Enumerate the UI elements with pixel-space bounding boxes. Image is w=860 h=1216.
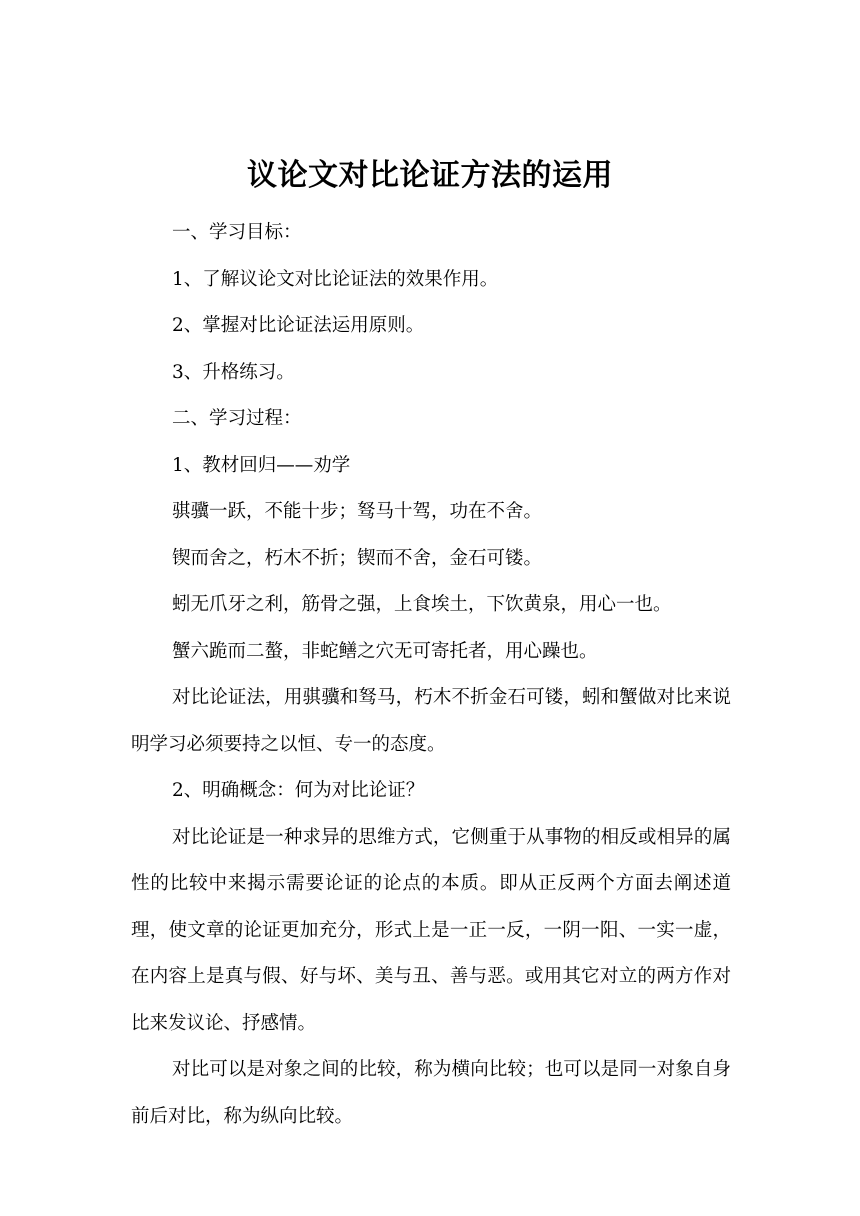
document-title: 议论文对比论证方法的运用	[247, 158, 613, 194]
paragraph-analysis: 对比论证法，用骐骥和驽马，朽木不折金石可镂，蚓和蟹做对比来说明学习必须要持之以恒、专一的态度。	[131, 687, 731, 755]
paragraph-comparison-types: 对比可以是对象之间的比较，称为横向比较；也可以是同一对象自身前后对比，称为纵向比较。	[131, 1059, 731, 1127]
paragraph-quote-4: 蟹六跪而二螯，非蛇鳝之穴无可寄托者，用心躁也。	[172, 640, 598, 662]
paragraph-process-2: 2、明确概念：何为对比论证？	[172, 780, 425, 801]
paragraph-heading-process: 二、学习过程：	[172, 408, 302, 429]
paragraph-quote-3: 蚓无爪牙之利，筋骨之强，上食埃土，下饮黄泉，用心一也。	[172, 594, 672, 615]
paragraph-goal-2: 2、掌握对比论证法运用原则。	[172, 315, 425, 336]
paragraph-definition: 对比论证是一种求异的思维方式，它侧重于从事物的相反或相异的属性的比较中来揭示需要论证的论点的本质。即从正反两个方面去阐述道理，使文章的论证更加充分，形式上是一正一反，一阴一阳、一实一虚，在内容上是真与假、好与坏、美与丑、善与恶。或用其它对立的两方作对比来发议论、抒感情。	[131, 826, 731, 1034]
document-body	[131, 210, 731, 1140]
paragraph-goal-1: 1、了解议论文对比论证法的效果作用。	[172, 268, 499, 290]
paragraph-quote-2: 锲而舍之，朽木不折；锲而不舍，金石可镂。	[172, 547, 543, 569]
paragraph-goal-3: 3、升格练习。	[172, 361, 295, 383]
paragraph-heading-goals: 一、学习目标：	[172, 222, 302, 243]
paragraph-process-1: 1、教材回归——劝学	[172, 454, 351, 476]
paragraph-quote-1: 骐骥一跃，不能十步；驽马十驾，功在不舍。	[172, 501, 543, 522]
